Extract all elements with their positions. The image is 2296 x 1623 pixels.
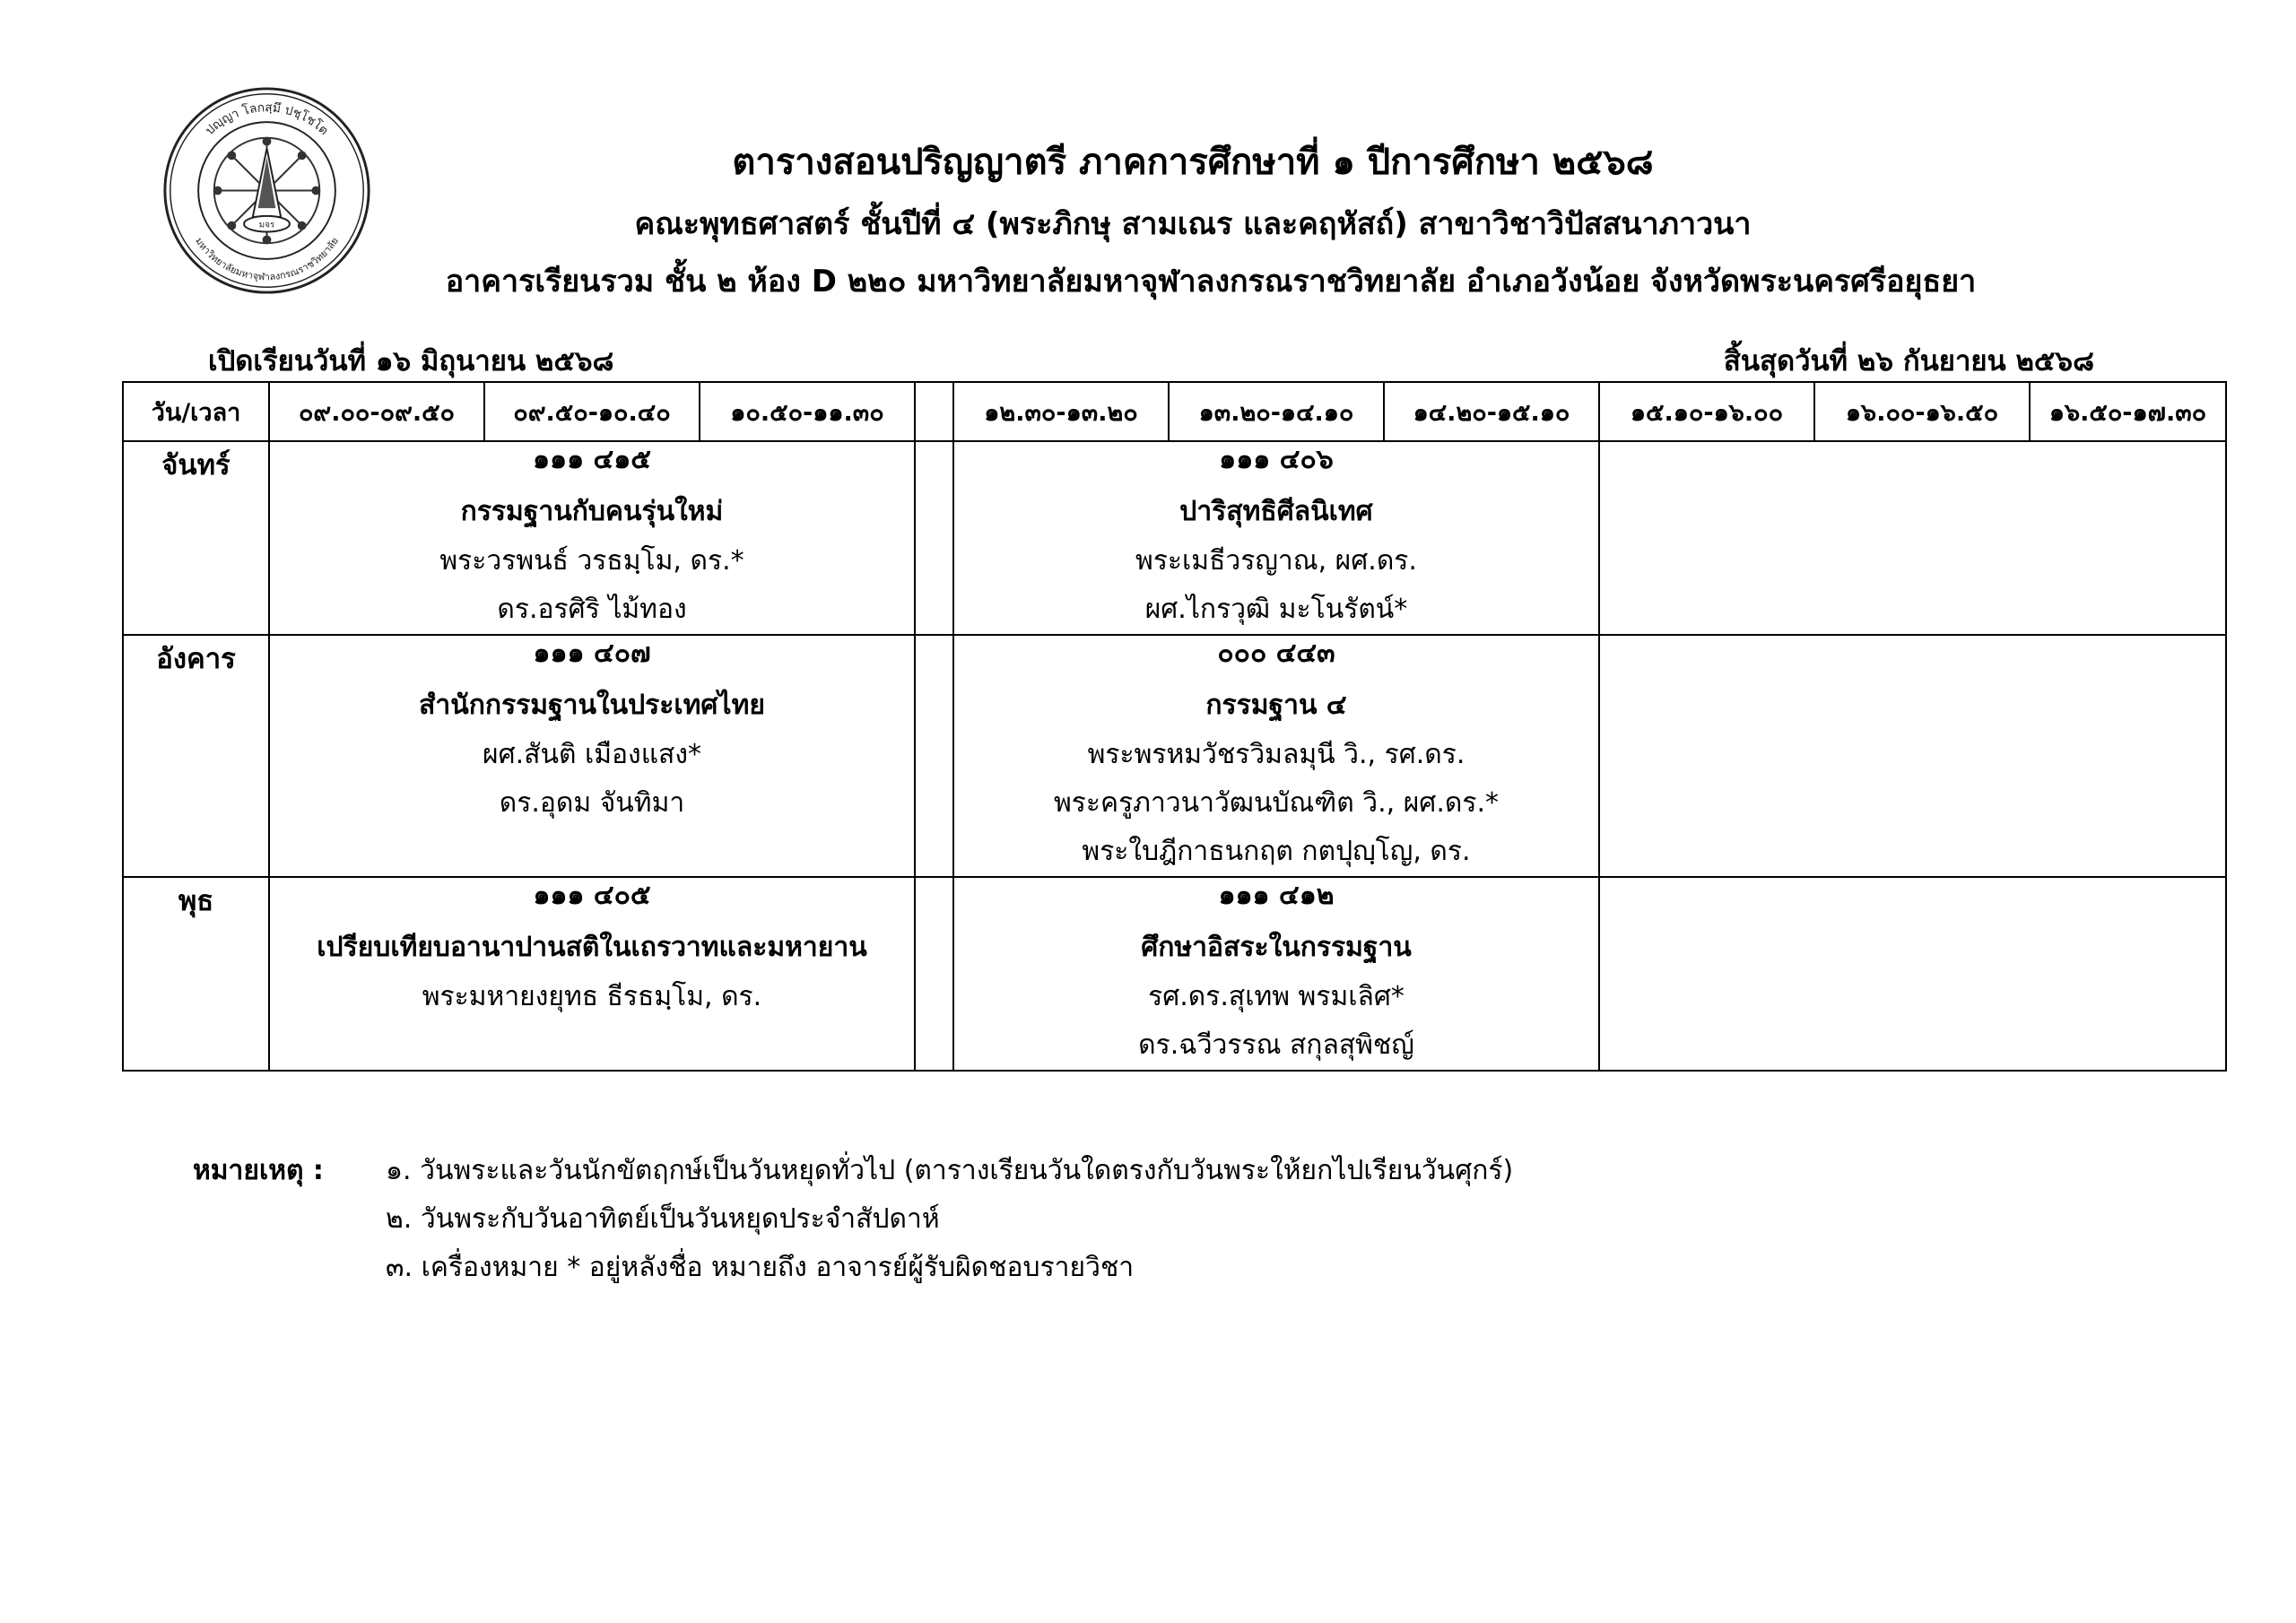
- course-cell-afternoon: [953, 635, 1599, 877]
- time-slot-header: ๑๓.๒๐-๑๔.๑๐: [1169, 382, 1384, 441]
- note-item: ๑. วันพระและวันนักขัตฤกษ์เป็นวันหยุดทั่วไป (ตารางเรียนวันใดตรงกับวันพระให้ยกไปเรียนวันศุกร์): [386, 1155, 1514, 1186]
- empty-evening-cell: [1599, 441, 2226, 635]
- time-slot-header: ๑๖.๐๐-๑๖.๕๐: [1814, 382, 2030, 441]
- time-slot-header: ๑๒.๓๐-๑๓.๒๐: [953, 382, 1169, 441]
- instructor: ผศ.ไกรวุฒิ มะโนรัตน์*: [1144, 594, 1408, 625]
- time-slot-header: ๐๙.๐๐-๐๙.๕๐: [269, 382, 484, 441]
- course-code: ๑๑๑ ๔๐๗: [533, 638, 651, 669]
- table-row-monday: [123, 441, 2226, 635]
- document-title: ตารางสอนปริญญาตรี ภาคการศึกษาที่ ๑ ปีการศึกษา ๒๕๖๘: [732, 142, 1654, 183]
- instructor: พระเมธีวรญาณ, ผศ.ดร.: [1135, 545, 1417, 577]
- day-label: จันทร์: [123, 441, 269, 635]
- course-cell-morning: [269, 635, 915, 877]
- notes-label: หมายเหตุ :: [193, 1155, 324, 1186]
- note-item: ๒. วันพระกับวันอาทิตย์เป็นวันหยุดประจำสัปดาห์: [386, 1203, 940, 1235]
- course-cell-morning: [269, 877, 915, 1071]
- instructor: พระพรหมวัชรวิมลมุนี วิ., รศ.ดร.: [1087, 739, 1465, 770]
- instructor: พระใบฎีกาธนกฤต กตปุญฺโญ, ดร.: [1082, 836, 1471, 867]
- course-name: ปาริสุทธิศีลนิเทศ: [1179, 496, 1373, 527]
- empty-evening-cell: [1599, 877, 2226, 1071]
- day-time-header: วัน/เวลา: [123, 382, 269, 441]
- course-name: เปรียบเทียบอานาปานสติในเถรวาทและมหายาน: [317, 932, 867, 963]
- instructor: ดร.อุดม จันทิมา: [499, 787, 685, 819]
- instructor: ดร.อรศิริ ไม้ทอง: [497, 594, 687, 625]
- lunch-break-cell: [915, 877, 953, 1071]
- instructor: พระวรพนธ์ วรธมฺโม, ดร.*: [439, 545, 744, 577]
- table-row-wednesday: [123, 877, 2226, 1071]
- time-slot-header: ๑๖.๕๐-๑๗.๓๐: [2030, 382, 2226, 441]
- schedule-table: [122, 381, 2227, 1072]
- course-code: ๑๑๑ ๔๑๒: [1218, 880, 1335, 911]
- seal-top-text: ปญฺญา โลกสฺมึ ปชฺโชโต: [203, 100, 331, 138]
- header-row: [123, 382, 2226, 441]
- location-line: อาคารเรียนรวม ชั้น ๒ ห้อง D ๒๒๐ มหาวิทยาลัยมหาจุฬาลงกรณราชวิทยาลัย อำเภอวังน้อย จังหวัดพระนครศรีอยุธยา: [445, 264, 1977, 299]
- course-name: กรรมฐาน ๔: [1205, 690, 1347, 721]
- start-date: เปิดเรียนวันที่ ๑๖ มิถุนายน ๒๕๖๘: [208, 345, 614, 378]
- faculty-subtitle: คณะพุทธศาสตร์ ชั้นปีที่ ๔ (พระภิกษุ สามเณร และคฤหัสถ์) สาขาวิชาวิปัสสนาภาวนา: [634, 206, 1752, 242]
- course-cell-afternoon: [953, 441, 1599, 635]
- course-name: กรรมฐานกับคนรุ่นใหม่: [460, 496, 724, 527]
- lunch-break-header: [915, 382, 953, 441]
- instructor: พระมหายงยุทธ ธีรธมฺโม, ดร.: [422, 981, 762, 1012]
- course-code: ๑๑๑ ๔๑๕: [532, 444, 652, 475]
- end-date: สิ้นสุดวันที่ ๒๖ กันยายน ๒๕๖๘: [1723, 345, 2094, 378]
- lunch-break-cell: [915, 441, 953, 635]
- instructor: ผศ.สันติ เมืองแสง*: [483, 739, 701, 770]
- course-cell-afternoon: [953, 877, 1599, 1071]
- table-row-tuesday: [123, 635, 2226, 877]
- note-item: ๓. เครื่องหมาย * อยู่หลังชื่อ หมายถึง อาจารย์ผู้รับผิดชอบรายวิชา: [386, 1252, 1135, 1283]
- seal-center-text: มจร: [258, 220, 275, 230]
- course-code: ๑๑๑ ๔๐๖: [1219, 444, 1334, 475]
- instructor: รศ.ดร.สุเทพ พรมเลิศ*: [1148, 981, 1405, 1012]
- course-code: ๐๐๐ ๔๔๓: [1217, 638, 1335, 669]
- course-name: สำนักกรรมฐานในประเทศไทย: [419, 690, 765, 721]
- course-cell-morning: [269, 441, 915, 635]
- time-slot-header: ๐๙.๕๐-๑๐.๔๐: [484, 382, 700, 441]
- instructor: ดร.ฉวีวรรณ สกุลสุพิชญ์: [1138, 1029, 1414, 1061]
- course-name: ศึกษาอิสระในกรรมฐาน: [1141, 932, 1412, 963]
- lunch-break-cell: [915, 635, 953, 877]
- time-slot-header: ๑๐.๕๐-๑๑.๓๐: [700, 382, 915, 441]
- empty-evening-cell: [1599, 635, 2226, 877]
- course-code: ๑๑๑ ๔๐๕: [533, 880, 651, 911]
- seal-bottom-text: มหาวิทยาลัยมหาจุฬาลงกรณราชวิทยาลัย: [193, 235, 341, 283]
- instructor: พระครูภาวนาวัฒนบัณฑิต วิ., ผศ.ดร.*: [1054, 787, 1499, 819]
- day-label: พุธ: [123, 877, 269, 1071]
- day-label: อังคาร: [123, 635, 269, 877]
- time-slot-header: ๑๔.๒๐-๑๕.๑๐: [1384, 382, 1599, 441]
- time-slot-header: ๑๕.๑๐-๑๖.๐๐: [1599, 382, 1814, 441]
